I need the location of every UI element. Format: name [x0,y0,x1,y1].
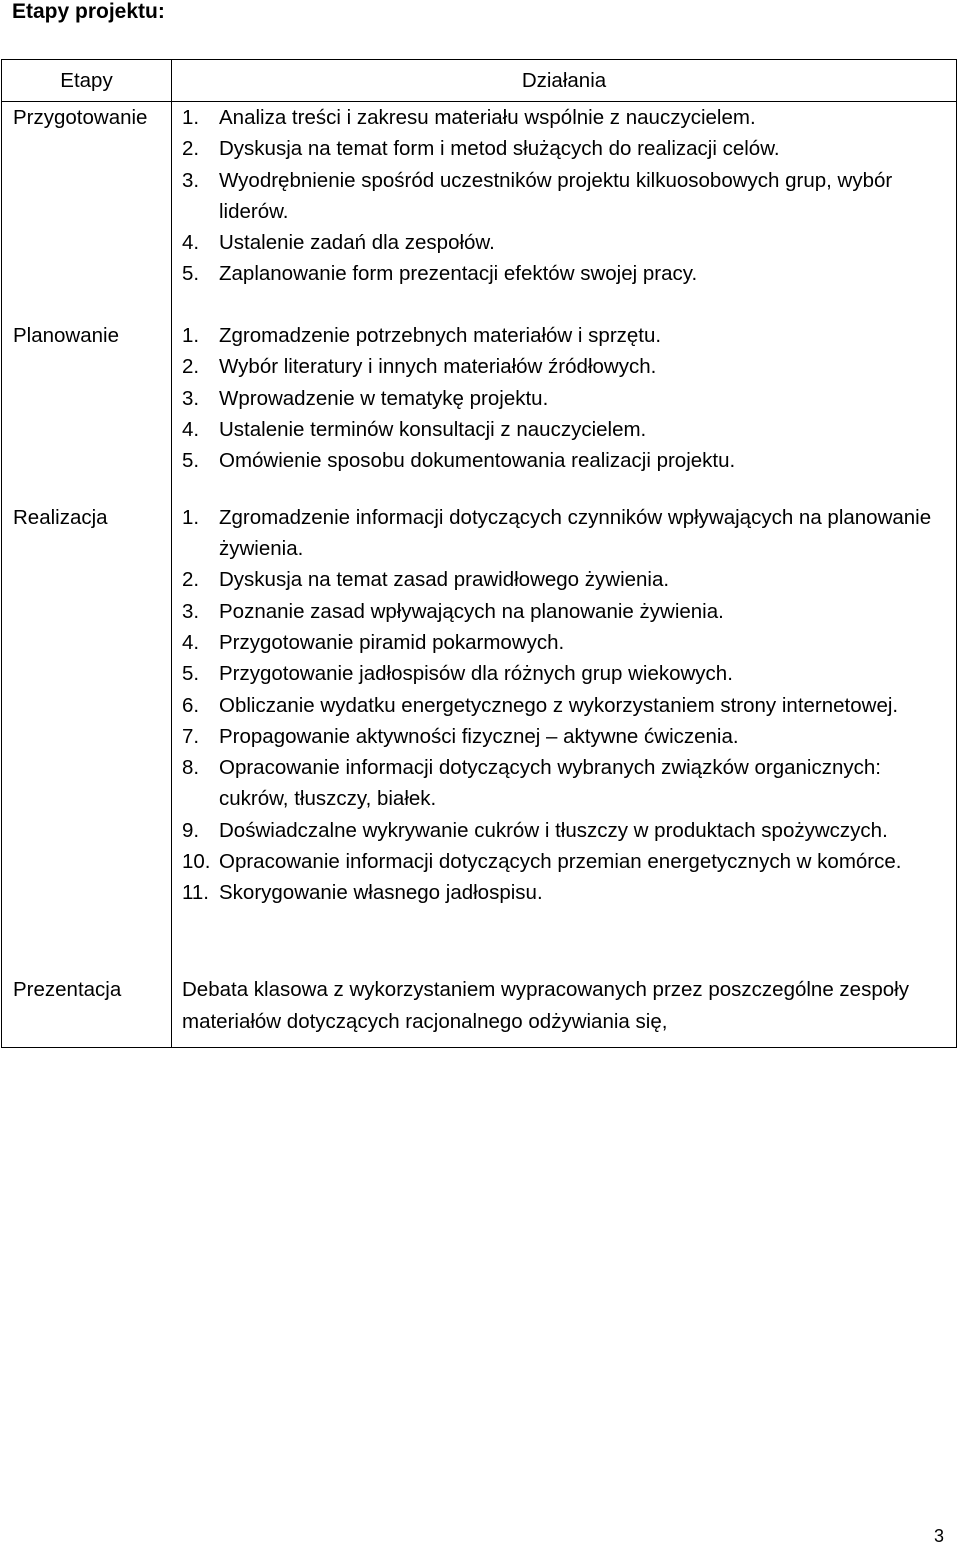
action-text: Skorygowanie własnego jadłospisu. [219,881,543,905]
action-text: Zaplanowanie form prezentacji efektów swojej pracy. [219,262,698,286]
action-number: 8. [182,756,200,780]
action-text: Doświadczalne wykrywanie cukrów i tłuszczy w produktach spożywczych. [219,818,888,842]
action-text: Wybór literatury i innych materiałów źródłowych. [219,355,657,379]
actions-list [172,502,956,909]
action-item [182,445,946,476]
action-number: 4. [182,231,200,255]
table-row-realizacja [2,502,957,974]
actions-cell [172,974,957,1047]
table-header-row [2,60,957,102]
table-row-planowanie [2,320,957,502]
table-row-przygotowanie [2,102,957,321]
actions-cell [172,320,957,502]
action-text: Dyskusja na temat zasad prawidłowego żywienia. [219,568,670,592]
action-number: 7. [182,724,200,748]
action-text: Zgromadzenie potrzebnych materiałów i sprzętu. [219,324,662,348]
action-item [182,133,946,164]
actions-list [172,320,956,476]
action-text: Propagowanie aktywności fizycznej – aktywne ćwiczenia. [219,724,739,748]
stage-name: Planowanie [2,320,172,502]
stage-name: Przygotowanie [2,102,172,321]
table-row-prezentacja [2,974,957,1047]
action-item [182,227,946,258]
action-text: Analiza treści i zakresu materiału wspólnie z nauczycielem. [219,106,756,129]
action-item [182,383,946,414]
action-number: 5. [182,449,200,473]
action-item [182,502,946,565]
action-item [182,690,946,721]
header-actions: Działania [172,60,957,102]
action-text: Przygotowanie piramid pokarmowych. [219,630,565,654]
action-number: 1. [182,106,200,129]
action-text: Przygotowanie jadłospisów dla różnych grup wiekowych. [219,662,733,686]
action-number: 9. [182,818,200,842]
action-number: 3. [182,599,200,623]
action-number: 10. [182,850,211,874]
action-text: Obliczanie wydatku energetycznego z wykorzystaniem strony internetowej. [219,693,899,717]
action-item [182,564,946,595]
project-stages-table [1,59,957,1048]
action-text: Wyodrębnienie spośród uczestników projektu kilkuosobowych grup, wybór liderów. [219,168,893,223]
page-title: Etapy projektu: [12,0,165,23]
action-number: 11. [182,881,209,905]
action-text: Poznanie zasad wpływających na planowanie żywienia. [219,599,724,623]
action-item [182,815,946,846]
action-item [182,658,946,689]
action-item [182,627,946,658]
action-item [182,414,946,445]
action-text: Dyskusja na temat form i metod służących do realizacji celów. [219,137,780,161]
action-number: 1. [182,505,200,529]
action-number: 2. [182,137,200,161]
action-number: 4. [182,630,200,654]
action-text: Opracowanie informacji dotyczących wybranych związków organicznych: cukrów, tłuszczy, białek. [219,756,881,811]
action-item [182,351,946,382]
action-text: Omówienie sposobu dokumentowania realizacji projektu. [219,449,736,473]
actions-cell [172,102,957,321]
action-number: 5. [182,262,200,286]
action-number: 3. [182,386,200,410]
action-item [182,721,946,752]
action-text: Ustalenie terminów konsultacji z nauczycielem. [219,418,647,441]
action-text: Opracowanie informacji dotyczących przemian energetycznych w komórce. [219,850,902,874]
stage-name: Realizacja [2,502,172,974]
header-stages: Etapy [2,60,172,102]
action-number: 2. [182,568,200,592]
actions-list [172,102,956,290]
action-number: 6. [182,693,200,717]
action-item [182,846,946,877]
stage-name: Prezentacja [2,974,172,1047]
action-number: 5. [182,662,200,686]
action-item [182,877,946,908]
action-item [182,320,946,351]
action-number: 2. [182,355,200,379]
action-item [182,752,946,815]
action-item [182,102,946,133]
action-text: Ustalenie zadań dla zespołów. [219,231,495,255]
action-item [182,165,946,228]
action-item [182,258,946,289]
action-text: Wprowadzenie w tematykę projektu. [219,386,549,410]
action-number: 1. [182,324,200,348]
page-number: 3 [933,1526,944,1546]
action-text: Debata klasowa z wykorzystaniem wypracowanych przez poszczególne zespoły materiałów dotyczących racjonalnego odżywiania się, [182,978,909,1033]
actions-cell [172,502,957,974]
action-number: 4. [182,418,200,441]
action-item [182,596,946,627]
action-number: 3. [182,168,200,192]
action-text: Zgromadzenie informacji dotyczących czynników wpływających na planowanie żywienia. [219,505,932,561]
